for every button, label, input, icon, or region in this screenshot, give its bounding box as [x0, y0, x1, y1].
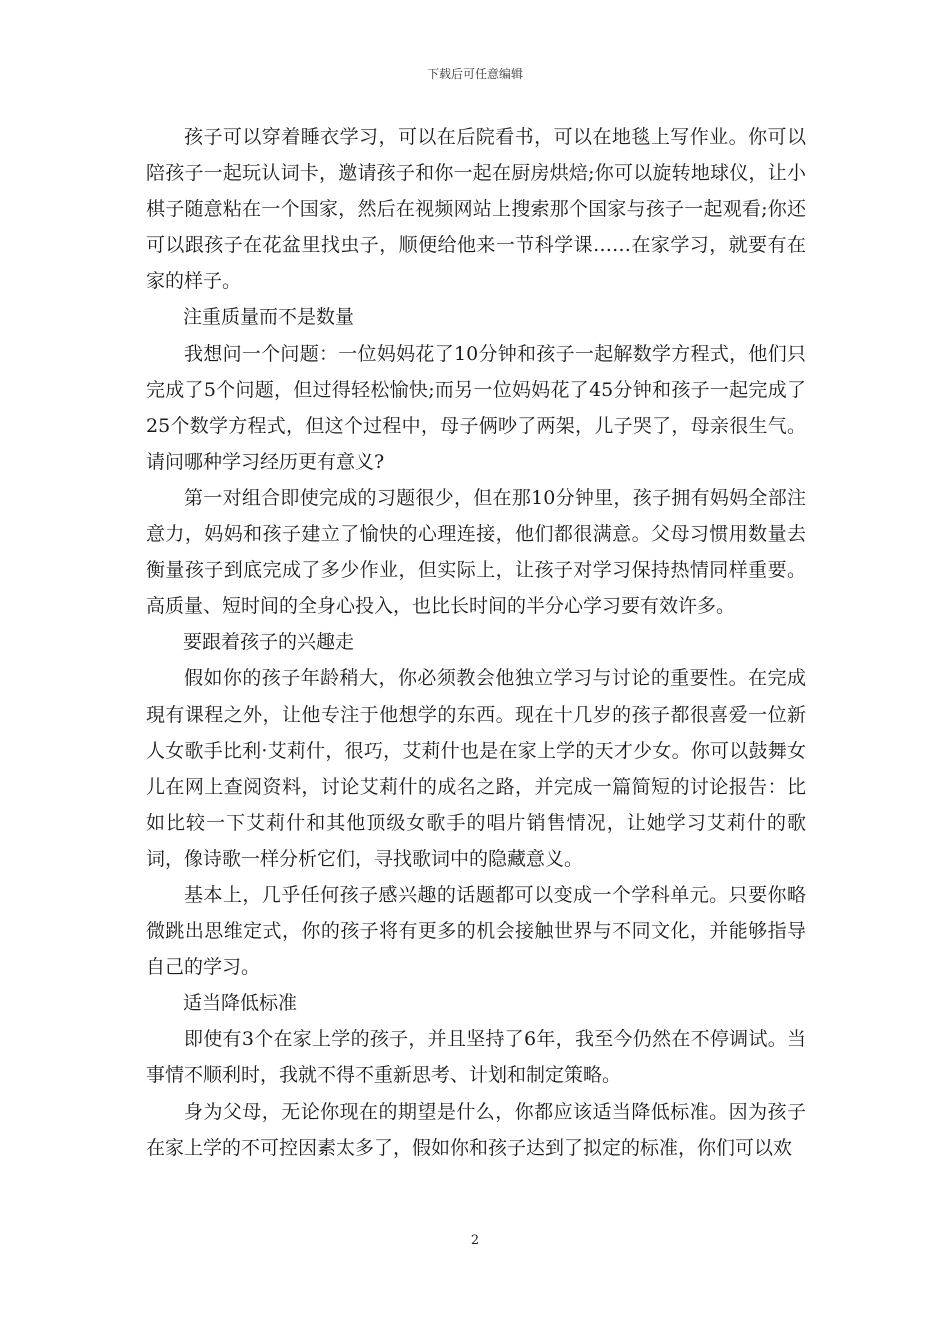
- section-heading: 要跟着孩子的兴趣走: [183, 631, 355, 654]
- paragraph: 基本上，几乎任何孩子感兴趣的话题都可以变成一个学科单元。只要你略微跳出思维定式，你的孩子将有更多的机会接触世界与不同文化，并能够指导自己的学习。: [146, 883, 806, 979]
- paragraph: 即使有3个在家上学的孩子，并且坚持了6年，我至今仍然在不停调试。当事情不顺利时，我就不得不重新思考、计划和制定策略。: [146, 1028, 806, 1087]
- page-header: 下载后可任意编辑: [426, 67, 523, 81]
- paragraph: 身为父母，无论你现在的期望是什么，你都应该适当降低标准。因为孩子在家上学的不可控因素太多了，假如你和孩子达到了拟定的标准，你们可以欢: [146, 1100, 806, 1159]
- document-body: [146, 119, 806, 1166]
- section-heading: 适当降低标准: [183, 992, 298, 1015]
- paragraph: 假如你的孩子年龄稍大，你必须教会他独立学习与讨论的重要性。在完成現有课程之外，让他专注于他想学的东西。现在十几岁的孩子都很喜爱一位新人女歌手比利·艾莉什，很巧，艾莉什也是在家上学的天才少女。你可以鼓舞女儿在网上查阅资料，讨论艾莉什的成名之路，并完成一篇简短的讨论报告：比如比较一下艾莉什和其他顶级女歌手的唱片销售情况，让她学习艾莉什的歌词，像诗歌一样分析它们，寻找歌词中的隐藏意义。: [146, 667, 806, 870]
- paragraph: 第一对组合即使完成的习题很少，但在那10分钟里，孩子拥有妈妈全部注意力，妈妈和孩子建立了愉快的心理连接，他们都很满意。父母习惯用数量去衡量孩子到底完成了多少作业，但实际上，让孩子对学习保持热情同样重要。高质量、短时间的全身心投入，也比长时间的半分心学习要有效许多。: [146, 486, 806, 618]
- page-number: 2: [470, 1233, 480, 1248]
- section-heading: 注重质量而不是数量: [183, 306, 355, 329]
- paragraph: 我想问一个问题：一位妈妈花了10分钟和孩子一起解数学方程式，他们只完成了5个问题，但过得轻松愉快;而另一位妈妈花了45分钟和孩子一起完成了25个数学方程式，但这个过程中，母子俩吵了两架，儿子哭了，母亲很生气。请问哪种学习经历更有意义?: [146, 342, 806, 473]
- paragraph: 孩子可以穿着睡衣学习，可以在后院看书，可以在地毯上写作业。你可以陪孩子一起玩认词卡，邀请孩子和你一起在厨房烘焙;你可以旋转地球仪，让小棋子随意粘在一个国家，然后在视频网站上搜索那个国家与孩子一起观看;你还可以跟孩子在花盆里找虫子，顺便给他来一节科学课……在家学习，就要有在家的样子。: [146, 126, 806, 293]
